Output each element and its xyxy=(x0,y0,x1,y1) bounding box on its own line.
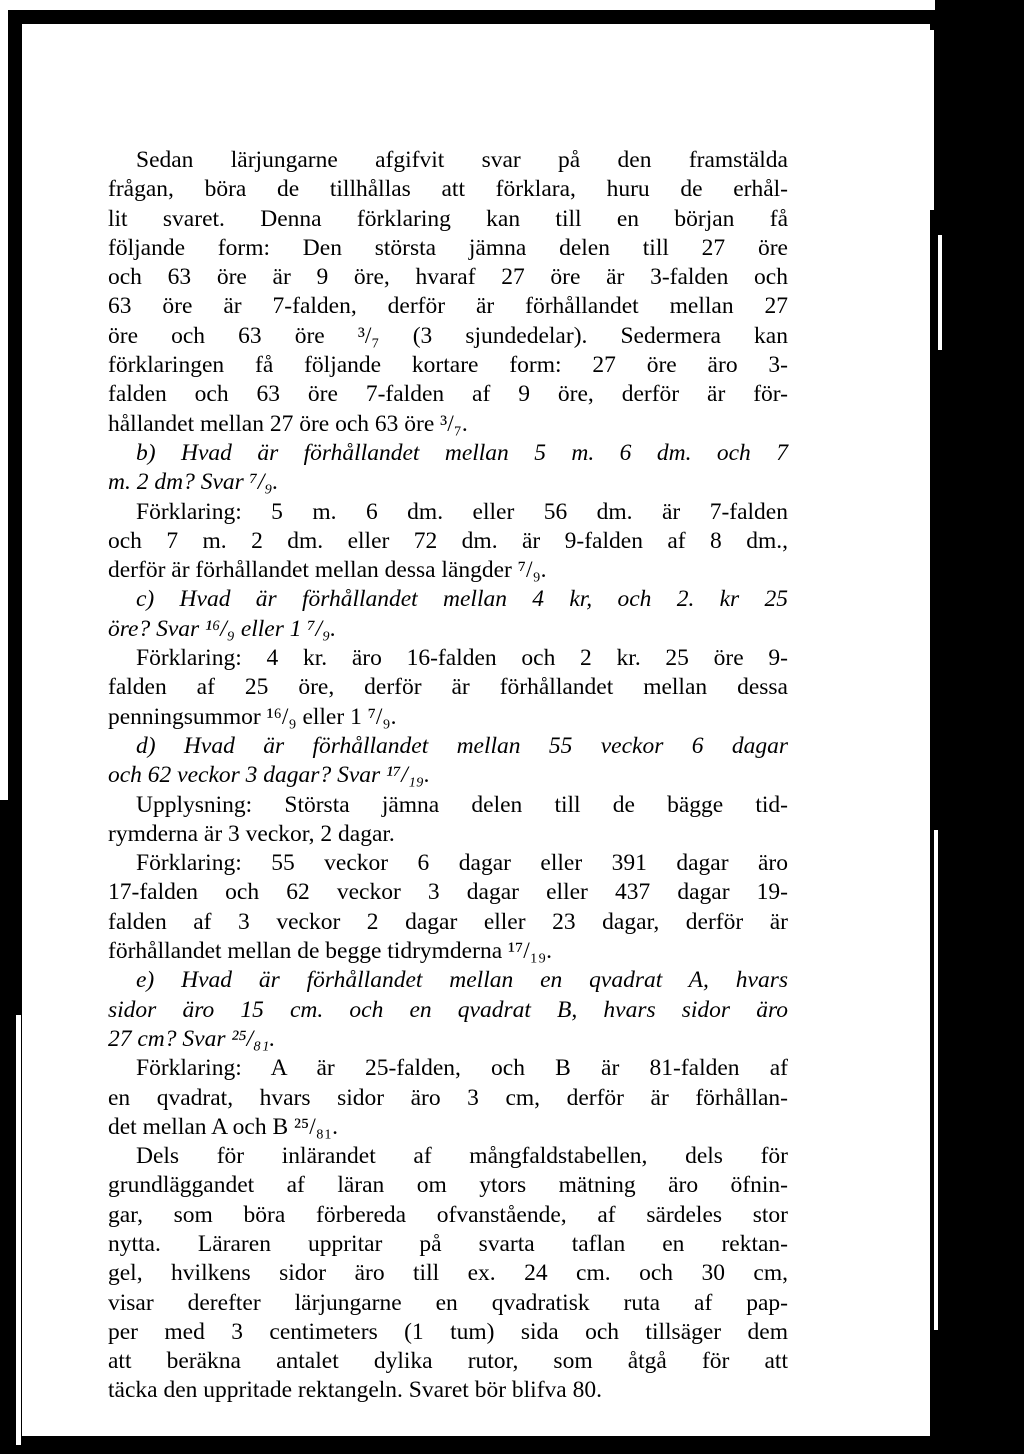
text-line: och 62 veckor 3 dagar? Svar ¹⁷/₁₉. xyxy=(108,762,430,789)
text-line: det mellan A och B ²⁵/₈₁. xyxy=(108,1113,339,1140)
text-line: öre och 63 öre ³/₇ (3 sjundedelar). Sedermera kan xyxy=(108,322,788,349)
text-line: 27 cm? Svar ²⁵/₈₁. xyxy=(108,1025,276,1052)
text-line: falden och 63 öre 7-falden af 9 öre, derför är för- xyxy=(108,381,788,408)
text-line: öre? Svar ¹⁶/₉ eller 1 ⁷/₉. xyxy=(108,615,337,642)
text-line: lit svaret. Denna förklaring kan till en början få xyxy=(108,205,788,232)
question-d: d) Hvad är förhållandet mellan 55 veckor 6 dagar xyxy=(136,732,788,759)
text-line: m. 2 dm? Svar ⁷/₉. xyxy=(108,469,279,496)
text-line: per med 3 centimeters (1 tum) sida och tillsäger dem xyxy=(108,1318,788,1345)
text-line: frågan, böra de tillhållas att förklara, huru de erhål- xyxy=(108,176,788,203)
text-line: penningsummor ¹⁶/₉ eller 1 ⁷/₉. xyxy=(108,703,397,730)
body-text xyxy=(108,146,788,1406)
text-line: visar derefter lärjungarne en qvadratisk ruta af pap- xyxy=(108,1289,788,1316)
text-line: falden af 3 veckor 2 dagar eller 23 dagar, derför är xyxy=(108,908,788,935)
scan-edge-right-3 xyxy=(934,830,938,1330)
text-line: gar, som böra förbereda ofvanstående, af särdeles stor xyxy=(108,1201,788,1228)
text-line: 63 öre är 7-falden, derför är förhållandet mellan 27 xyxy=(108,293,788,320)
scan-edge-right-1 xyxy=(930,30,934,210)
scan-edge-top xyxy=(0,0,935,10)
explanation-c: Förklaring: 4 kr. äro 16-falden och 2 kr. 25 öre 9- xyxy=(136,645,788,672)
question-b: b) Hvad är förhållandet mellan 5 m. 6 dm. och 7 xyxy=(136,439,788,466)
scan-edge-left xyxy=(0,0,8,800)
scan-edge-right-2 xyxy=(938,235,942,350)
explanation-e: Förklaring: A är 25-falden, och B är 81-falden af xyxy=(136,1055,788,1082)
text-line: 17-falden och 62 veckor 3 dagar eller 437 dagar 19- xyxy=(108,879,788,906)
text-line: täcka den uppritade rektangeln. Svaret bör blifva 80. xyxy=(108,1377,602,1404)
text-line: förklaringen få följande kortare form: 27 öre äro 3- xyxy=(108,352,788,379)
text-line: och 63 öre är 9 öre, hvaraf 27 öre är 3-falden och xyxy=(108,264,788,291)
text-line: och 7 m. 2 dm. eller 72 dm. är 9-falden af 8 dm., xyxy=(108,527,788,554)
explanation-d: Förklaring: 55 veckor 6 dagar eller 391 dagar äro xyxy=(136,850,788,877)
question-c: c) Hvad är förhållandet mellan 4 kr, och 2. kr 25 xyxy=(136,586,788,613)
text-line: förhållandet mellan de begge tidrymderna ¹⁷/₁₉. xyxy=(108,938,553,965)
text-line: nytta. Läraren uppritar på svarta taflan en rektan- xyxy=(108,1230,788,1257)
closing-paragraph: Dels för inlärandet af mångfaldstabellen, dels för xyxy=(136,1143,788,1170)
text-line: en qvadrat, hvars sidor äro 3 cm, derför är förhållan- xyxy=(108,1084,788,1111)
scan-edge-left-lower xyxy=(16,1015,21,1445)
text-line: att beräkna antalet dylika rutor, som åtgå för att xyxy=(108,1348,788,1375)
text-line: grundläggandet af läran om ytors mätning äro öfnin- xyxy=(108,1172,788,1199)
text-line: falden af 25 öre, derför är förhållandet mellan dessa xyxy=(108,674,788,701)
explanation-b: Förklaring: 5 m. 6 dm. eller 56 dm. är 7-falden xyxy=(136,498,788,525)
text-line: rymderna är 3 veckor, 2 dagar. xyxy=(108,820,395,847)
text-line: sidor äro 15 cm. och en qvadrat B, hvars sidor äro xyxy=(108,996,788,1023)
text-line: hållandet mellan 27 öre och 63 öre ³/₇. xyxy=(108,410,468,437)
text-line: derför är förhållandet mellan dessa längder ⁷/₉. xyxy=(108,557,547,584)
text-line: Sedan lärjungarne afgifvit svar på den framstälda xyxy=(136,147,788,173)
text-line: gel, hvilkens sidor äro till ex. 24 cm. och 30 cm, xyxy=(108,1260,788,1287)
question-e: e) Hvad är förhållandet mellan en qvadrat A, hvars xyxy=(136,967,788,994)
text-line: följande form: Den största jämna delen till 27 öre xyxy=(108,234,788,261)
note-d: Upplysning: Största jämna delen till de bägge tid- xyxy=(136,791,788,818)
